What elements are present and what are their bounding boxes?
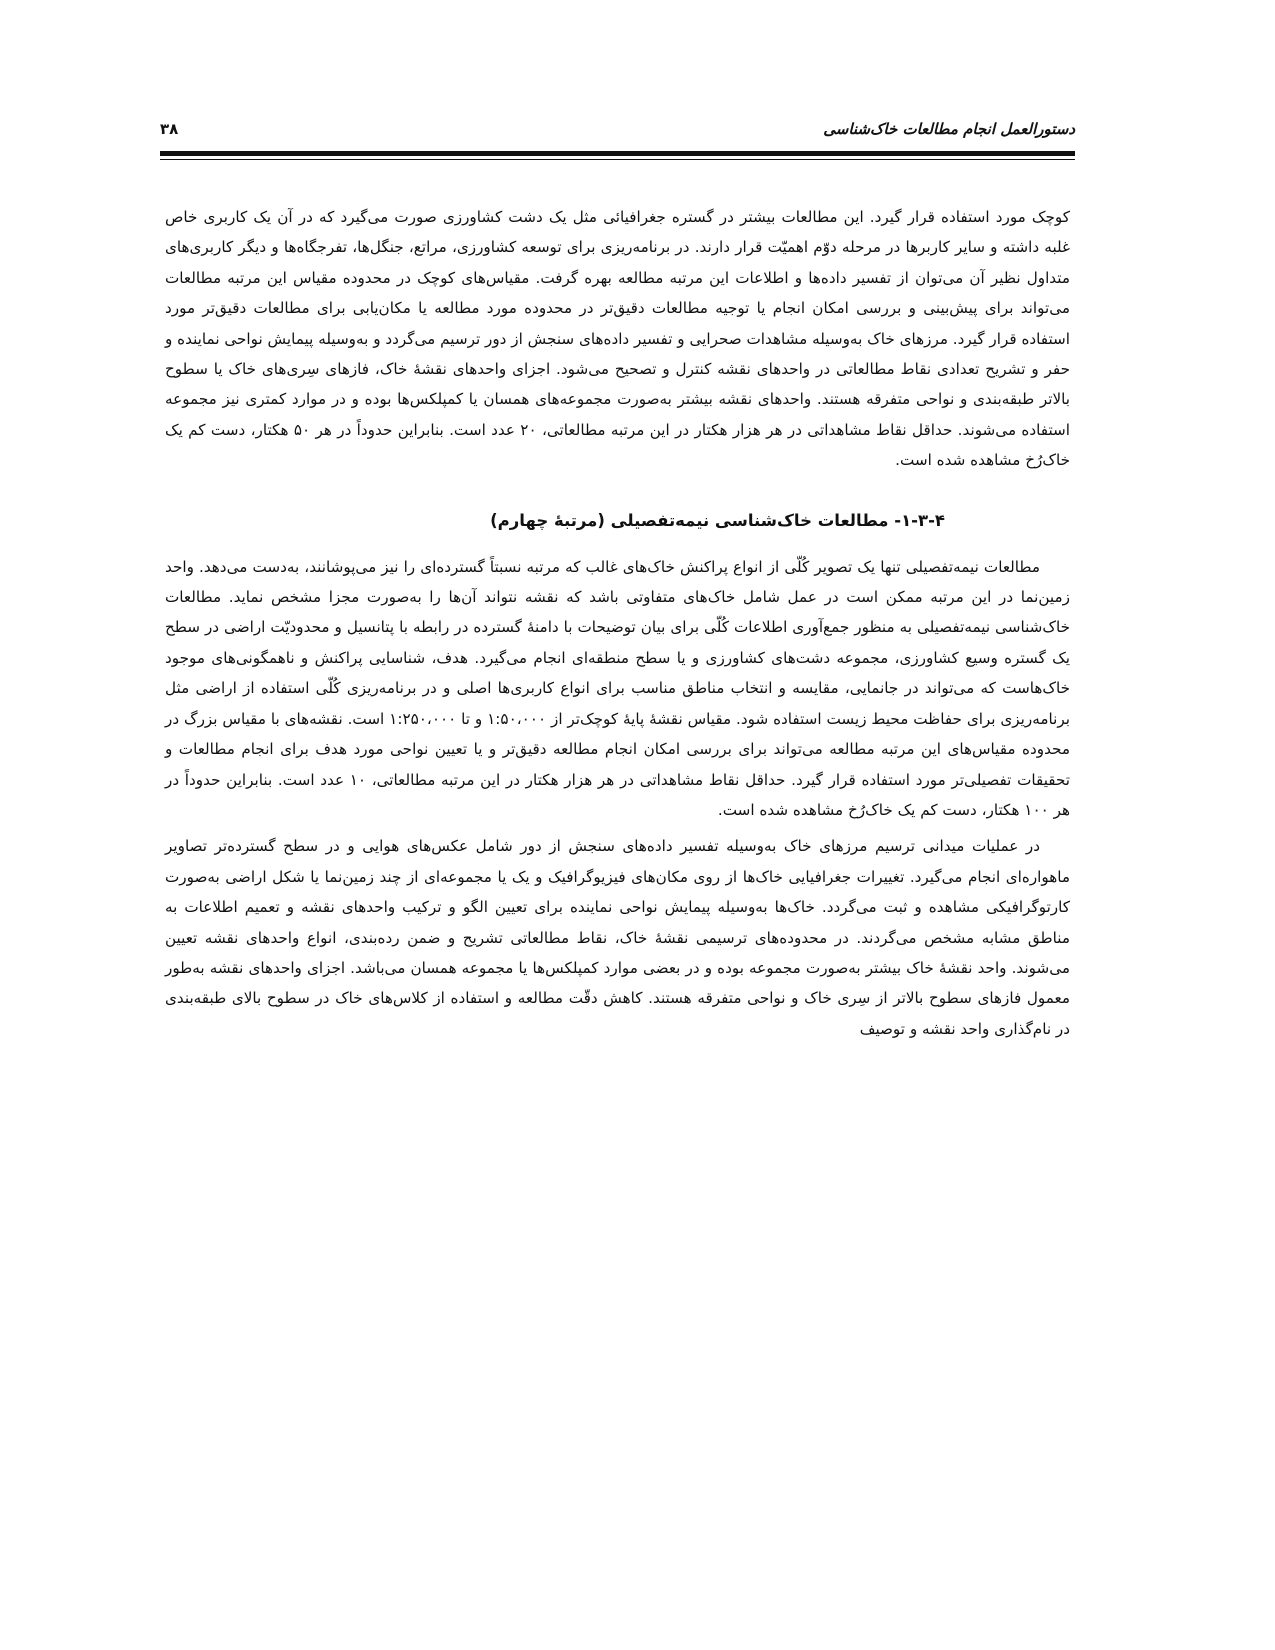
paragraph-1: کوچک مورد استفاده قرار گیرد. این مطالعات بیشتر در گستره جغرافیائی مثل یک دشت کشاورزی صورت می‌گیرد که در آن یک کاربری خاص غلبه داشته و سایر کاربرها در مرحله دوّم اهمیّت قرار دارند. در برنامه‌ریزی برای توسعه کشاورزی، مراتع، جنگل‌ها، تفرجگاه‌ها و دیگر کاربری‌های متداول نظیر آن می‌توان از تفسیر داده‌ها و اطلاعات این مرتبه مطالعه بهره گرفت. مقیاس‌های کوچک در محدوده مقیاس این مرتبه مطالعات می‌تواند برای پیش‌بینی و بررسی امکان انجام یا توجیه مطالعات دقیق‌تر در محدوده مورد مطالعه یا مکان‌یابی برای مطالعات دقیق‌تر مورد استفاده قرار گیرد. مرزهای خاک به‌وسیله مشاهدات صحرایی و تفسیر داده‌های سنجش از دور ترسیم می‌گردد و به‌وسیله پیمایش نواحی نماینده و حفر و تشریح تعدادی نقاط مطالعاتی در واحدهای نقشه کنترل و تصحیح می‌شود. اجزای واحدهای نقشهٔ خاک، فازهای سِری‌های خاک یا سطوح بالاتر طبقه‌بندی و نواحی متفرقه هستند. واحدهای نقشه بیشتر به‌صورت مجموعه‌های همسان یا کمپلکس‌ها بوده و در موارد کمتری نیز مجموعه استفاده می‌شوند. حداقل نقاط مشاهداتی در هر هزار هکتار در این مرتبه مطالعاتی، ۲۰ عدد است. بنابراین حدوداً در هر ۵۰ هکتار، دست کم یک خاک‌رُخ مشاهده شده است. (165, 208, 1070, 470)
header-rule-thick (160, 151, 1075, 156)
page-body (165, 202, 1070, 1044)
page-number: ۳۸ (160, 120, 179, 138)
running-title: دستورالعمل انجام مطالعات خاک‌شناسی (823, 120, 1075, 138)
header-rule-thin (160, 159, 1075, 160)
paragraph-3: در عملیات میدانی ترسیم مرزهای خاک به‌وسیله تفسیر داده‌های سنجش از دور شامل عکس‌های هوایی و در سطح گسترده‌تر تصاویر ماهواره‌ای انجام می‌گیرد. تغییرات جغرافیایی خاک‌ها از روی مکان‌های فیزیوگرافیک و یک یا مجموعه‌ای از چند زمین‌نما یا شکل اراضی به‌صورت کارتوگرافیکی مشاهده و ثبت می‌گردد. خاک‌ها به‌وسیله پیمایش نواحی نماینده برای تعیین الگو و ترکیب واحدهای نقشه و تعمیم اطلاعات به مناطق مشابه مشخص می‌گردند. در محدوده‌های ترسیمی نقشهٔ خاک، نقاط مطالعاتی تشریح و ضمن رده‌بندی، انواع واحدهای نقشه تعیین می‌شوند. واحد نقشهٔ خاک بیشتر به‌صورت مجموعه بوده و در بعضی موارد کمپلکس‌ها یا مجموعه همسان می‌باشد. اجزای واحدهای نقشه به‌طور معمول فازهای سطوح بالاتر از سِری خاک و نواحی متفرقه هستند. کاهش دقّت مطالعه و استفاده از کلاس‌های خاک در سطوح بالای طبقه‌بندی در نام‌گذاری واحد نقشه و توصیف (165, 837, 1070, 1038)
page-header (160, 118, 1075, 146)
paragraph-2: مطالعات نیمه‌تفصیلی تنها یک تصویر کُلّی از انواع پراکنش خاک‌های غالب که مرتبه نسبتاً گسترده‌ای را نیز می‌پوشانند، به‌دست می‌دهد. واحد زمین‌نما در این مرتبه ممکن است در عمل شامل خاک‌های متفاوتی باشد که نقشه نتواند آن‌ها را به‌صورت مجزا مشخص نماید. مطالعات خاک‌شناسی نیمه‌تفصیلی به منظور جمع‌آوری اطلاعات کُلّی برای بیان توضیحات با دامنهٔ گسترده در رابطه با پتانسیل و محدودیّت اراضی در سطح یک گستره وسیع کشاورزی، مجموعه دشت‌های کشاورزی و یا سطح منطقه‌ای انجام می‌گیرد. هدف، شناسایی پراکنش و ناهمگونی‌های موجود خاک‌هاست که می‌تواند در جانمایی، مقایسه و انتخاب مناطق مناسب برای انواع کاربری‌ها اصلی و در برنامه‌ریزی کُلّی استفاده از اراضی مثل برنامه‌ریزی برای حفاظت محیط زیست استفاده شود. مقیاس نقشهٔ پایهٔ کوچک‌تر از ۱:۵۰،۰۰۰ و تا ۱:۲۵۰،۰۰۰ است. نقشه‌های با مقیاس بزرگ در محدوده مقیاس‌های این مرتبه مطالعه می‌تواند برای بررسی امکان انجام مطالعه دقیق‌تر و یا تعیین نواحی مورد هدف برای انجام مطالعات و تحقیقات تفصیلی‌تر مورد استفاده قرار گیرد. حداقل نقاط مشاهداتی در هر هزار هکتار در این مرتبه مطالعاتی، ۱۰ عدد است. بنابراین حدوداً در هر ۱۰۰ هکتار، دست کم یک خاک‌رُخ مشاهده شده است. (165, 557, 1070, 819)
section-heading: ۱-۳-۴- مطالعات خاک‌شناسی نیمه‌تفصیلی (مرتبهٔ چهارم) (490, 510, 945, 530)
